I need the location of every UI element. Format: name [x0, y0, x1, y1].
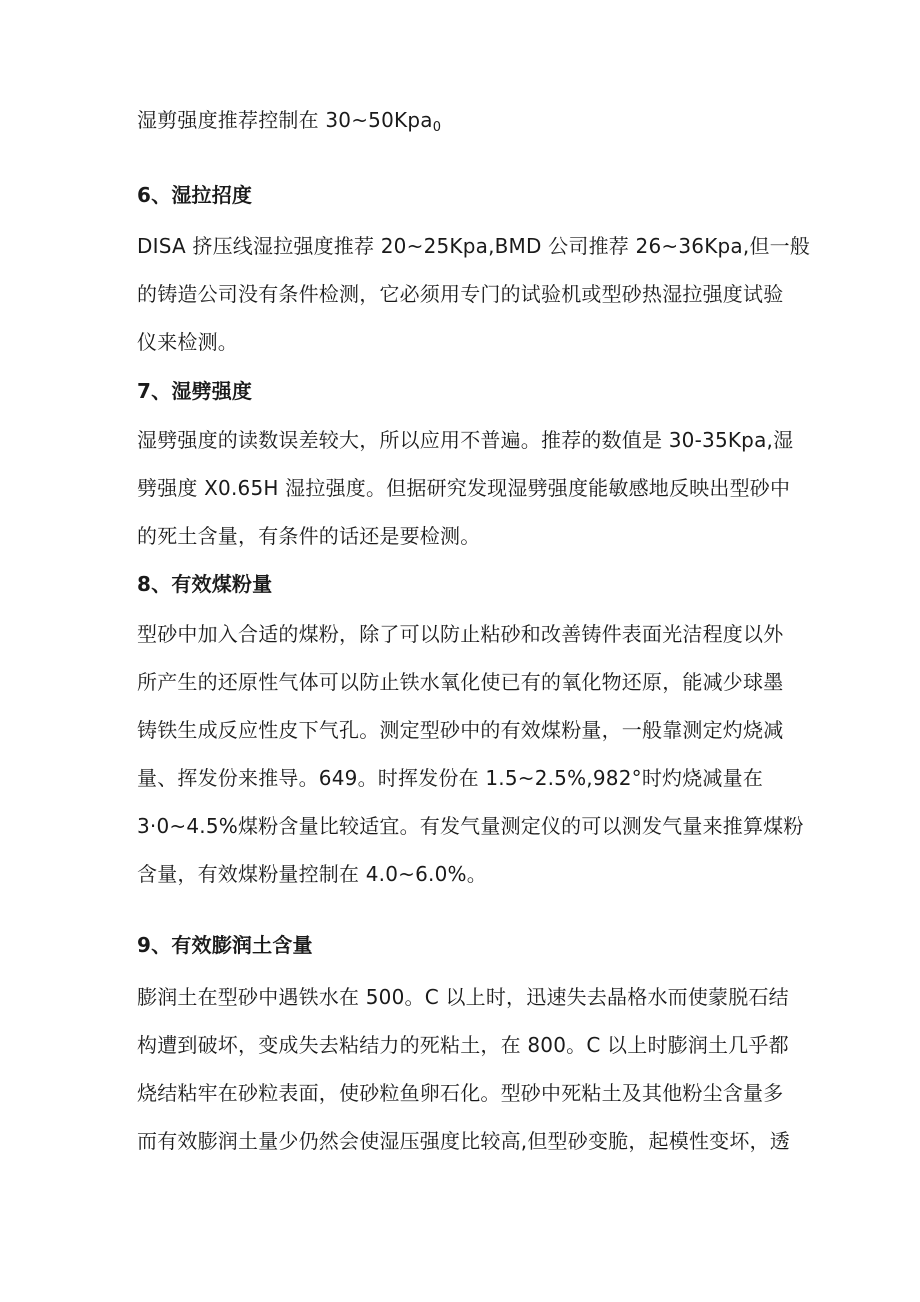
- section-9-line-1: 膨润土在型砂中遇铁水在 500。C 以上时，迅速失去晶格水而使蒙脱石结: [137, 985, 789, 1009]
- section-7-line-1: 湿劈强度的读数误差较大，所以应用不普遍。推荐的数值是 30-35Kpa,湿: [137, 428, 794, 452]
- section-8-line-2: 所产生的还原性气体可以防止铁水氧化使已有的氧化物还原，能减少球墨: [137, 670, 784, 694]
- section-8-line-4: 量、挥发份来推导。649。时挥发份在 1.5~2.5%,982°时灼烧减量在: [137, 766, 764, 790]
- section-8-line-5: 3·0~4.5%煤粉含量比较适宜。有发气量测定仪的可以测发气量来推算煤粉: [137, 814, 804, 838]
- section-8-line-3: 铸铁生成反应性皮下气孔。测定型砂中的有效煤粉量，一般靠测定灼烧减: [137, 718, 784, 742]
- section-8-heading: 8、有效煤粉量: [137, 572, 273, 596]
- section-9-line-3: 烧结粘牢在砂粒表面，使砂粒鱼卵石化。型砂中死粘土及其他粉尘含量多: [137, 1081, 784, 1105]
- intro-paragraph: [137, 107, 441, 141]
- section-7-line-2: 劈强度 X0.65H 湿拉强度。但据研究发现湿劈强度能敏感地反映出型砂中: [137, 476, 791, 500]
- section-7-heading: 7、湿劈强度: [137, 379, 253, 403]
- section-9-line-4: 而有效膨润土量少仍然会使湿压强度比较高,但型砂变脆，起模性变坏，透: [137, 1129, 790, 1153]
- section-8-line-1: 型砂中加入合适的煤粉，除了可以防止粘砂和改善铸件表面光洁程度以外: [137, 622, 784, 646]
- section-6-line-2: 的铸造公司没有条件检测，它必须用专门的试验机或型砂热湿拉强度试验: [137, 282, 784, 306]
- section-6-line-1: DISA 挤压线湿拉强度推荐 20~25Kpa,BMD 公司推荐 26~36Kpa,但一般: [137, 234, 811, 258]
- intro-text: 湿剪强度推荐控制在 30~50Kpa: [137, 108, 433, 132]
- section-9-heading: 9、有效膨润土含量: [137, 933, 313, 957]
- section-8-line-6: 含量，有效煤粉量控制在 4.0~6.0%。: [137, 862, 487, 886]
- section-6-line-3: 仪来检测。: [137, 330, 238, 354]
- section-9-line-2: 构遭到破坏，变成失去粘结力的死粘土，在 800。C 以上时膨润土几乎都: [137, 1033, 789, 1057]
- intro-subscript: 0: [432, 120, 442, 135]
- section-7-line-3: 的死土含量，有条件的话还是要检测。: [137, 524, 481, 548]
- section-6-heading: 6、湿拉招度: [137, 183, 253, 207]
